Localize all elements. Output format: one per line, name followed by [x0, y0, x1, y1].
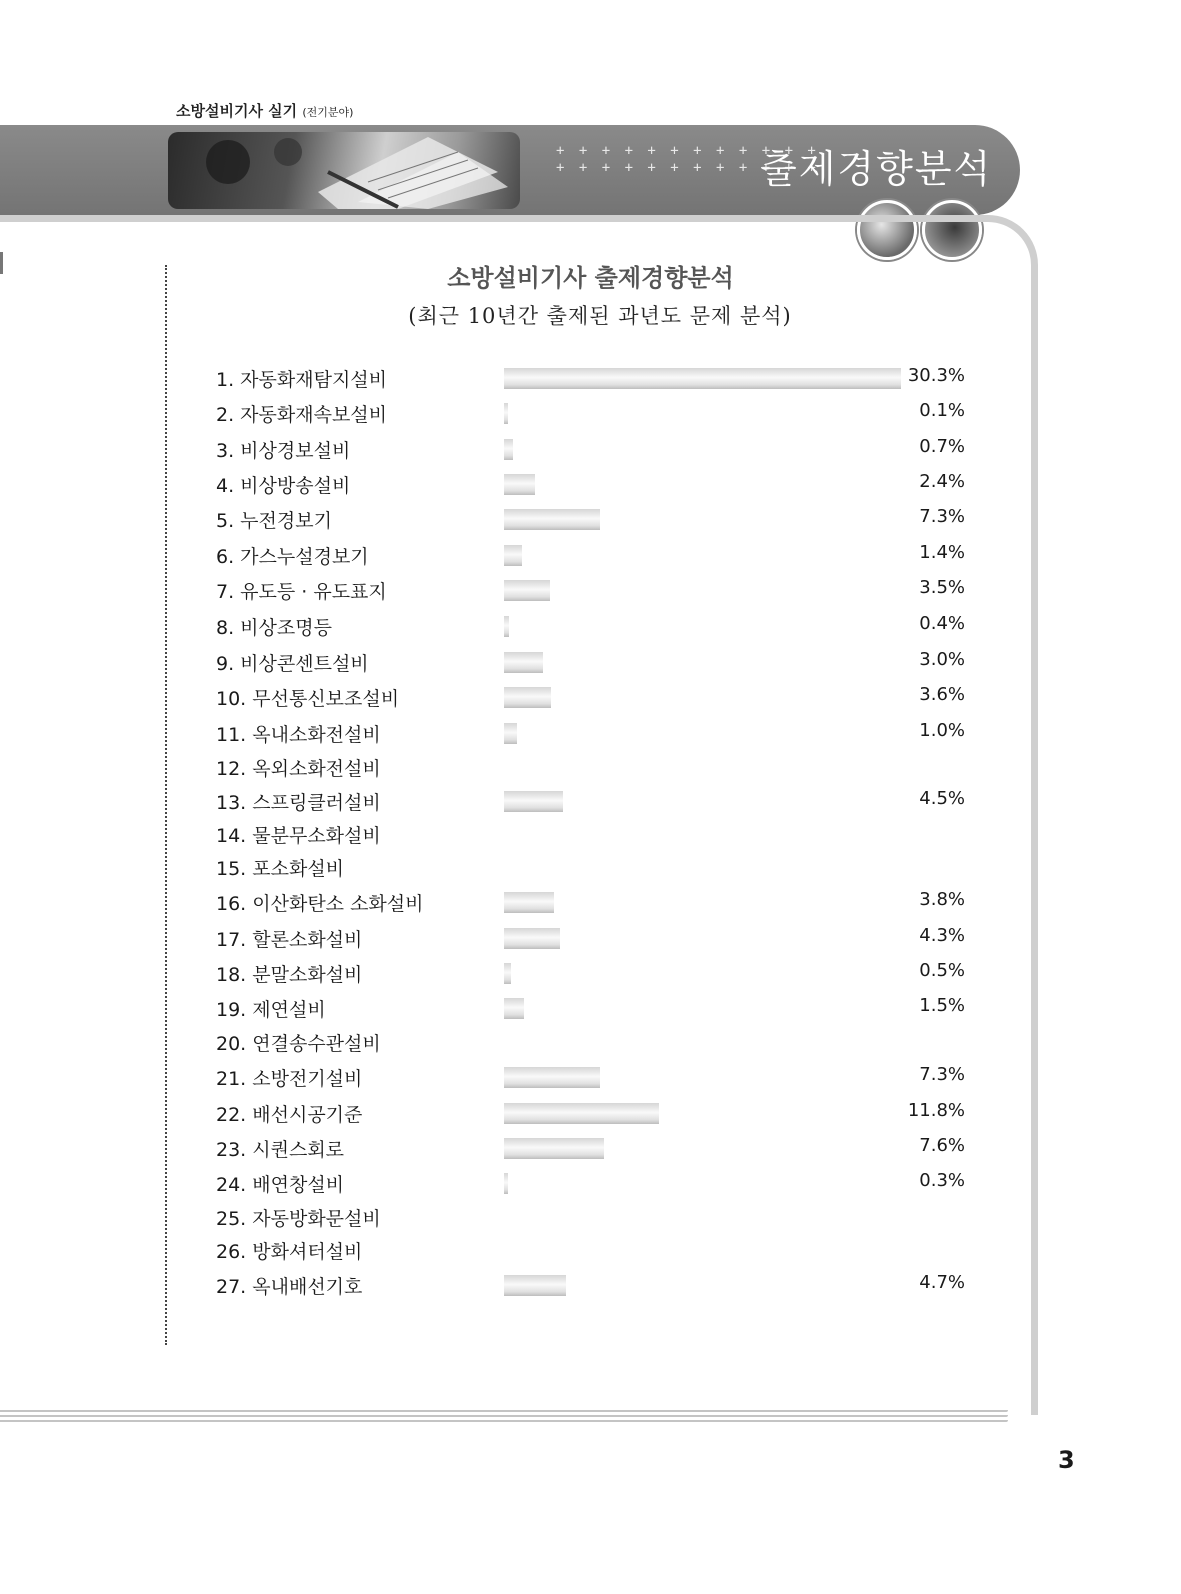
chart-row	[0, 1027, 1181, 1057]
category-label: 4. 비상방송설비	[216, 475, 351, 497]
value-label: 11.8%	[907, 1100, 965, 1121]
chart-row	[0, 718, 1181, 748]
chart-row	[0, 682, 1181, 712]
chart-row	[0, 1133, 1181, 1163]
bar	[504, 723, 517, 744]
chart-row	[0, 752, 1181, 782]
bar	[504, 545, 522, 566]
category-label: 9. 비상콘센트설비	[216, 653, 369, 675]
value-label: 0.5%	[919, 960, 965, 981]
bar	[504, 1275, 566, 1296]
bar	[504, 1173, 508, 1194]
chart-row	[0, 958, 1181, 988]
chart-row	[0, 504, 1181, 534]
chart-row	[0, 923, 1181, 953]
category-label: 14. 물분무소화설비	[216, 825, 381, 847]
chart-subtitle: (최근 10년간 출제된 과년도 문제 분석)	[408, 304, 792, 328]
bar	[504, 998, 524, 1019]
category-label: 3. 비상경보설비	[216, 440, 351, 462]
category-label: 26. 방화셔터설비	[216, 1241, 363, 1263]
category-label: 2. 자동화재속보설비	[216, 404, 387, 426]
category-label: 7. 유도등 · 유도표지	[216, 581, 387, 603]
bar	[504, 403, 508, 424]
value-label: 3.0%	[919, 649, 965, 670]
chart-row	[0, 611, 1181, 641]
chart-row	[0, 1235, 1181, 1265]
page-number: 3	[1058, 1446, 1075, 1474]
book-title: 소방설비기사 실기	[176, 102, 298, 120]
banner-title: 출제경향분석	[760, 147, 993, 191]
category-label: 1. 자동화재탐지설비	[216, 369, 387, 391]
value-label: 7.3%	[919, 506, 965, 527]
category-label: 11. 옥내소화전설비	[216, 724, 381, 746]
value-label: 2.4%	[919, 471, 965, 492]
bar	[504, 892, 554, 913]
chart-row	[0, 1270, 1181, 1300]
bar	[504, 1138, 604, 1159]
bar	[504, 509, 600, 530]
category-label: 15. 포소화설비	[216, 858, 345, 880]
chart-row	[0, 540, 1181, 570]
value-label: 3.6%	[919, 684, 965, 705]
bar	[504, 1103, 659, 1124]
chart-row	[0, 993, 1181, 1023]
chart-row	[0, 1062, 1181, 1092]
book-subtitle: (전기분야)	[302, 106, 354, 119]
chart-row	[0, 786, 1181, 816]
chart-row	[0, 363, 1181, 393]
value-label: 4.7%	[919, 1272, 965, 1293]
category-label: 27. 옥내배선기호	[216, 1276, 363, 1298]
bar	[504, 652, 543, 673]
value-label: 0.4%	[919, 613, 965, 634]
category-label: 8. 비상조명등	[216, 617, 332, 639]
chart-row	[0, 819, 1181, 849]
bar	[504, 963, 511, 984]
category-label: 10. 무선통신보조설비	[216, 688, 400, 710]
chart-row	[0, 887, 1181, 917]
chart-row	[0, 1202, 1181, 1232]
category-label: 20. 연결송수관설비	[216, 1033, 381, 1055]
value-label: 0.7%	[919, 436, 965, 457]
bar	[504, 368, 901, 389]
category-label: 18. 분말소화설비	[216, 964, 363, 986]
chart-row	[0, 1098, 1181, 1128]
bar	[504, 928, 560, 949]
bar	[504, 791, 563, 812]
value-label: 1.0%	[919, 720, 965, 741]
bar	[504, 1067, 600, 1088]
value-label: 3.5%	[919, 577, 965, 598]
category-label: 5. 누전경보기	[216, 510, 332, 532]
bar	[504, 474, 535, 495]
value-label: 1.5%	[919, 995, 965, 1016]
value-label: 4.5%	[919, 788, 965, 809]
bar	[504, 580, 550, 601]
bar	[504, 687, 551, 708]
chart-row	[0, 852, 1181, 882]
value-label: 4.3%	[919, 925, 965, 946]
value-label: 0.3%	[919, 1170, 965, 1191]
category-label: 6. 가스누설경보기	[216, 546, 369, 568]
chart-row	[0, 398, 1181, 428]
category-label: 24. 배연창설비	[216, 1174, 345, 1196]
category-label: 23. 시퀀스회로	[216, 1139, 345, 1161]
chart-row	[0, 1168, 1181, 1198]
category-label: 25. 자동방화문설비	[216, 1208, 381, 1230]
value-label: 1.4%	[919, 542, 965, 563]
category-label: 19. 제연설비	[216, 999, 326, 1021]
value-label: 3.8%	[919, 889, 965, 910]
chart-row	[0, 469, 1181, 499]
page-stack-decoration	[0, 1410, 1008, 1425]
value-label: 7.6%	[919, 1135, 965, 1156]
value-label: 0.1%	[919, 400, 965, 421]
chart-row	[0, 434, 1181, 464]
bar	[504, 616, 509, 637]
category-label: 12. 옥외소화전설비	[216, 758, 381, 780]
cross-row: + + + + + + + + + + + +	[556, 160, 819, 176]
cross-row: + + + + + + + + + + + +	[556, 143, 819, 159]
category-label: 13. 스프링클러설비	[216, 792, 381, 814]
category-label: 21. 소방전기설비	[216, 1068, 363, 1090]
chart-title: 소방설비기사 출제경향분석	[447, 264, 734, 292]
category-label: 22. 배선시공기준	[216, 1104, 363, 1126]
category-label: 16. 이산화탄소 소화설비	[216, 893, 424, 915]
value-label: 30.3%	[907, 365, 965, 386]
bar	[504, 439, 513, 460]
chart-row	[0, 647, 1181, 677]
value-label: 7.3%	[919, 1064, 965, 1085]
category-label: 17. 할론소화설비	[216, 929, 363, 951]
chart-row	[0, 575, 1181, 605]
